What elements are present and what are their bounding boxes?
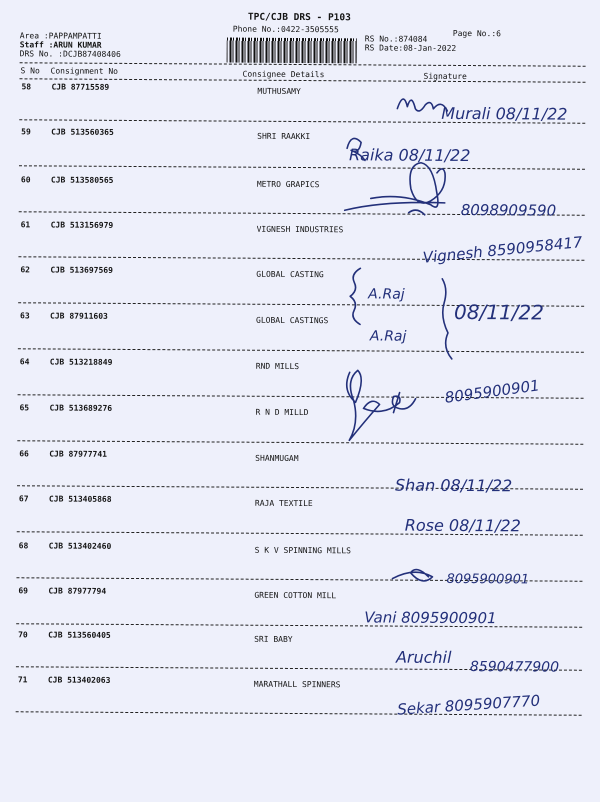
handwriting-59: Raika 08/11/22: [348, 145, 471, 166]
row-consignee: SHRI RAAKKI: [257, 131, 311, 142]
row-divider: [18, 348, 584, 352]
row-sno: 61: [20, 220, 31, 230]
row-sno: 66: [19, 449, 29, 459]
phone-number: Phone No.:0422-3505555: [232, 24, 339, 35]
row-sno: 62: [20, 265, 31, 275]
handwriting-60: 8098909590: [460, 200, 557, 220]
handwriting-58: Murali 08/11/22: [441, 103, 568, 124]
row-consignment: CJB 513402460: [48, 541, 112, 551]
col-consignee: Consignee Details: [242, 69, 325, 80]
area-label: Area :PAPPAMPATTI: [19, 31, 102, 41]
row-consignee: RAJA TEXTILE: [254, 498, 313, 509]
handwriting-67: Rose 08/11/22: [404, 515, 521, 536]
row-consignment: CJB 513405868: [48, 494, 112, 504]
row-divider: [19, 119, 585, 123]
handwriting-69: Vani 8095900901: [364, 608, 497, 628]
row-divider: [19, 165, 585, 169]
page-number: Page No.:6: [452, 28, 501, 39]
row-consignment: CJB 513218849: [49, 357, 113, 367]
row-sno: 71: [17, 675, 28, 685]
row-consignment: CJB 87977741: [49, 449, 108, 459]
handwriting-68: 8095900901: [446, 571, 530, 588]
col-sno: S No: [20, 66, 40, 76]
row-consignee: S K V SPINNING MILLS: [254, 545, 351, 556]
row-divider: [19, 211, 585, 215]
row-sno: 65: [19, 403, 30, 413]
row-consignee: SRI BABY: [254, 634, 293, 644]
signature-stroke: [350, 268, 453, 359]
handwriting-66: Shan 08/11/22: [394, 475, 513, 496]
row-consignment: CJB 513689276: [49, 403, 113, 413]
row-consignee: GLOBAL CASTINGS: [256, 315, 329, 326]
row-consignment: CJB 87977794: [48, 586, 107, 596]
row-sno: 64: [19, 357, 30, 367]
row-divider: [16, 711, 582, 715]
row-consignment: CJB 87715589: [51, 82, 110, 92]
handwriting-62c: 08/11/22: [454, 299, 544, 325]
row-divider: [17, 531, 583, 535]
handwriting-61: Vignesh 8590958417: [422, 233, 584, 267]
row-consignee: RND MILLS: [255, 361, 300, 372]
row-sno: 59: [21, 127, 31, 137]
signature-stroke: [397, 99, 447, 111]
handwriting-71: Sekar 8095907770: [396, 691, 541, 719]
row-consignee: MUTHUSAMY: [257, 86, 301, 97]
drs-number: DRS No. :DCJB87408406: [19, 49, 121, 59]
handwriting-62a: A.Raj: [368, 286, 405, 303]
row-sno: 68: [18, 541, 29, 551]
row-divider: [16, 666, 582, 670]
row-consignment: CJB 513697569: [50, 265, 113, 275]
signature-stroke: [346, 370, 415, 440]
row-divider: [18, 302, 584, 306]
row-sno: 63: [20, 311, 30, 321]
row-sno: 67: [18, 494, 29, 504]
row-consignee: R N D MILLD: [255, 407, 309, 418]
handwriting-62b: A.Raj: [369, 328, 407, 345]
row-consignee: VIGNESH INDUSTRIES: [256, 224, 344, 235]
row-sno: 60: [20, 175, 31, 185]
row-consignment: CJB 513560405: [48, 630, 111, 640]
row-sno: 70: [18, 630, 28, 640]
row-divider: [18, 256, 584, 260]
row-consignee: GREEN COTTON MILL: [254, 590, 337, 601]
row-consignee: MARATHALL SPINNERS: [253, 679, 341, 690]
sheet-title: TPC/CJB DRS - P103: [247, 11, 351, 24]
signature-stroke: [345, 162, 446, 215]
signature-stroke: [347, 138, 365, 160]
row-consignee: GLOBAL CASTING: [256, 269, 324, 280]
row-consignment: CJB 513580565: [50, 175, 114, 185]
handwriting-64: 8095900901: [443, 376, 541, 407]
handwriting-70b: 8590477900: [469, 659, 560, 676]
barcode: [227, 38, 357, 64]
row-sno: 69: [18, 586, 29, 596]
row-consignee: METRO GRAPICS: [256, 179, 320, 190]
staff-label: Staff :ARUN KUMAR: [19, 40, 102, 50]
col-consignment: Consignment No: [50, 66, 119, 76]
row-divider: [17, 440, 583, 444]
row-divider: [16, 623, 582, 627]
row-consignment: CJB 513402063: [47, 675, 111, 685]
row-sno: 58: [21, 82, 32, 92]
row-divider: [18, 394, 584, 398]
rs-number: RS No.:874084: [364, 34, 428, 44]
handwriting-70a: Aruchil: [395, 647, 452, 667]
row-consignment: CJB 513156979: [50, 220, 114, 230]
row-consignment: CJB 87911603: [50, 311, 108, 321]
row-divider: [16, 577, 582, 581]
row-consignee: SHANMUGAM: [255, 453, 299, 463]
row-divider: [17, 485, 583, 489]
row-consignment: CJB 513560365: [51, 127, 114, 137]
col-signature: Signature: [423, 71, 467, 82]
rs-date: RS Date:08-Jan-2022: [364, 43, 457, 53]
